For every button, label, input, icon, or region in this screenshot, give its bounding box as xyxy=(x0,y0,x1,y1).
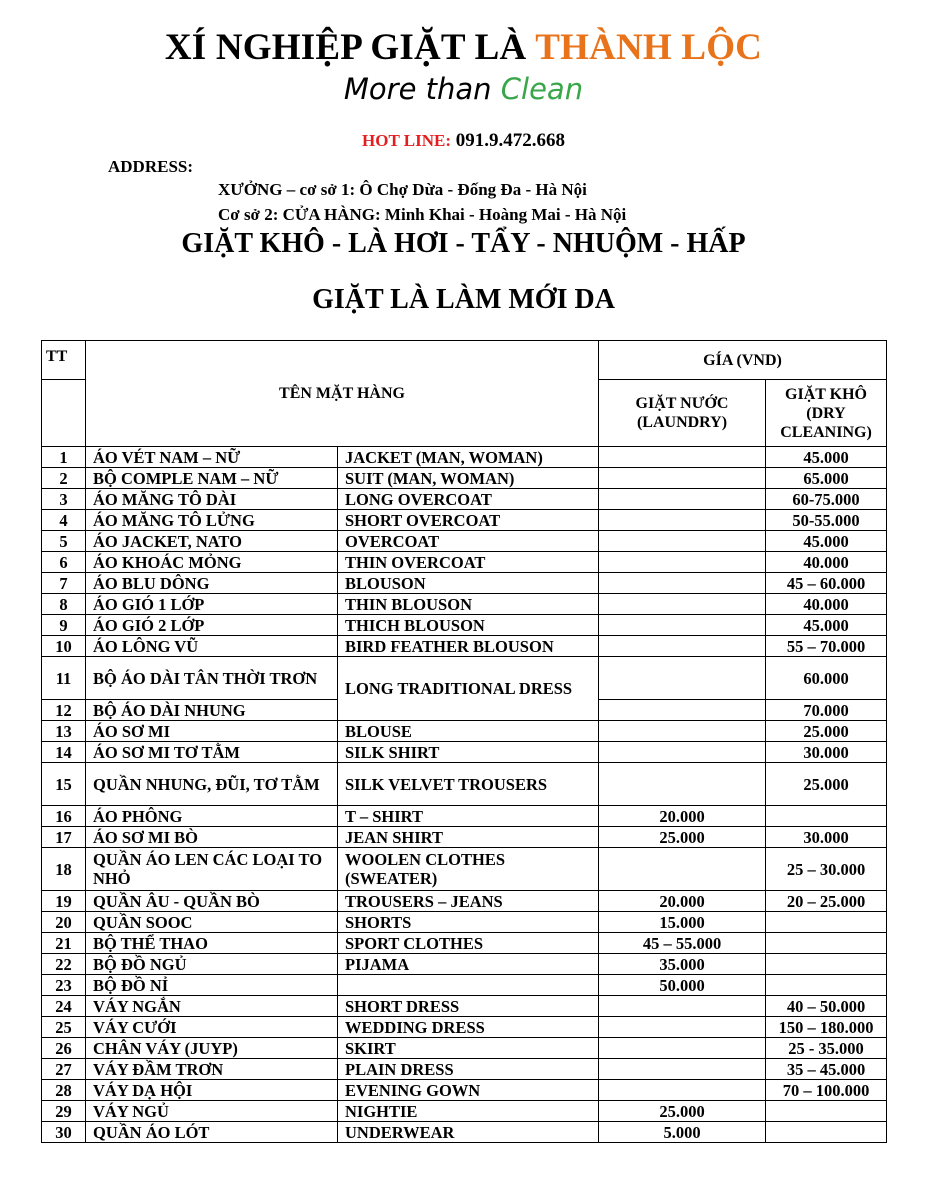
item-name-en: SPORT CLOTHES xyxy=(338,933,599,954)
item-name-vn: BỘ THỂ THAO xyxy=(86,933,338,954)
item-name-vn: BỘ ÁO DÀI NHUNG xyxy=(86,700,338,721)
item-name-en: SKIRT xyxy=(338,1038,599,1059)
price-dry xyxy=(766,1101,887,1122)
table-row xyxy=(42,848,887,891)
header-tt xyxy=(42,341,86,380)
table-row xyxy=(42,1059,887,1080)
table-row xyxy=(42,1122,887,1143)
price-laundry: 20.000 xyxy=(599,891,766,912)
item-name-en: SILK SHIRT xyxy=(338,742,599,763)
item-name-vn: BỘ ĐỒ NGỦ xyxy=(86,954,338,975)
table-row xyxy=(42,806,887,827)
price-laundry: 15.000 xyxy=(599,912,766,933)
address-label: ADDRESS: xyxy=(108,157,194,176)
price-dry: 30.000 xyxy=(766,742,887,763)
row-number: 18 xyxy=(42,848,86,891)
price-dry: 50-55.000 xyxy=(766,510,887,531)
row-number: 13 xyxy=(42,721,86,742)
price-laundry xyxy=(599,594,766,615)
row-number: 2 xyxy=(42,468,86,489)
price-laundry xyxy=(599,510,766,531)
price-dry: 70.000 xyxy=(766,700,887,721)
item-name-en: WEDDING DRESS xyxy=(338,1017,599,1038)
item-name-en: THIN OVERCOAT xyxy=(338,552,599,573)
item-name-en: T – SHIRT xyxy=(338,806,599,827)
table-row xyxy=(42,636,887,657)
item-name-en: BIRD FEATHER BLOUSON xyxy=(338,636,599,657)
price-laundry: 5.000 xyxy=(599,1122,766,1143)
price-dry: 150 – 180.000 xyxy=(766,1017,887,1038)
price-laundry xyxy=(599,1038,766,1059)
table-row xyxy=(42,489,887,510)
table-row xyxy=(42,1101,887,1122)
price-dry: 65.000 xyxy=(766,468,887,489)
price-dry xyxy=(766,933,887,954)
price-dry xyxy=(766,912,887,933)
header-dry-cleaning: GIẶT KHÔ (DRY CLEANING) xyxy=(766,380,887,447)
row-number: 5 xyxy=(42,531,86,552)
price-laundry xyxy=(599,489,766,510)
price-dry: 45.000 xyxy=(766,531,887,552)
item-name-vn: ÁO MĂNG TÔ LỬNG xyxy=(86,510,338,531)
price-laundry xyxy=(599,636,766,657)
table-row xyxy=(42,468,887,489)
item-name-vn: BỘ ÁO DÀI TÂN THỜI TRƠN xyxy=(86,657,338,700)
price-table xyxy=(41,340,887,1143)
row-number: 10 xyxy=(42,636,86,657)
services-heading: GIẶT KHÔ - LÀ HƠI - TẨY - NHUỘM - HẤP xyxy=(181,228,746,259)
row-number: 19 xyxy=(42,891,86,912)
hotline-number: 091.9.472.668 xyxy=(455,130,565,151)
table-row xyxy=(42,742,887,763)
item-name-en: EVENING GOWN xyxy=(338,1080,599,1101)
price-dry: 20 – 25.000 xyxy=(766,891,887,912)
price-laundry xyxy=(599,552,766,573)
item-name-vn: VÁY CƯỚI xyxy=(86,1017,338,1038)
price-dry xyxy=(766,954,887,975)
slogan xyxy=(0,72,927,106)
item-name-en: UNDERWEAR xyxy=(338,1122,599,1143)
item-name-en: SUIT (MAN, WOMAN) xyxy=(338,468,599,489)
item-name-en: BLOUSE xyxy=(338,721,599,742)
item-name-vn: ÁO GIÓ 2 LỚP xyxy=(86,615,338,636)
header-price: GÍA (VND) xyxy=(599,341,887,380)
price-laundry xyxy=(599,468,766,489)
price-dry xyxy=(766,806,887,827)
item-name-vn: VÁY ĐẦM TRƠN xyxy=(86,1059,338,1080)
price-laundry xyxy=(599,700,766,721)
price-laundry xyxy=(599,447,766,468)
item-name-vn: VÁY NGỦ xyxy=(86,1101,338,1122)
table-row xyxy=(42,573,887,594)
row-number: 27 xyxy=(42,1059,86,1080)
price-dry: 60.000 xyxy=(766,657,887,700)
item-name-vn: VÁY NGẮN xyxy=(86,996,338,1017)
item-name-en: PLAIN DRESS xyxy=(338,1059,599,1080)
price-laundry xyxy=(599,721,766,742)
item-name-vn: VÁY DẠ HỘI xyxy=(86,1080,338,1101)
table-row xyxy=(42,615,887,636)
price-dry: 60-75.000 xyxy=(766,489,887,510)
price-laundry: 50.000 xyxy=(599,975,766,996)
table-row xyxy=(42,975,887,996)
price-laundry: 25.000 xyxy=(599,1101,766,1122)
item-name-vn: QUẦN SOOC xyxy=(86,912,338,933)
row-number: 22 xyxy=(42,954,86,975)
item-name-en: BLOUSON xyxy=(338,573,599,594)
row-number: 12 xyxy=(42,700,86,721)
price-table-body xyxy=(42,447,887,1143)
price-laundry xyxy=(599,848,766,891)
slogan-text: More than xyxy=(343,72,492,106)
table-row xyxy=(42,552,887,573)
price-laundry: 35.000 xyxy=(599,954,766,975)
table-row xyxy=(42,933,887,954)
item-name-en: WOOLEN CLOTHES (SWEATER) xyxy=(338,848,599,891)
item-name-vn: ÁO BLU DÔNG xyxy=(86,573,338,594)
item-name-en: SILK VELVET TROUSERS xyxy=(338,763,599,806)
price-laundry xyxy=(599,1080,766,1101)
item-name-en: LONG OVERCOAT xyxy=(338,489,599,510)
item-name-en: NIGHTIE xyxy=(338,1101,599,1122)
row-number: 15 xyxy=(42,763,86,806)
header-tt-blank xyxy=(42,380,86,447)
price-dry: 55 – 70.000 xyxy=(766,636,887,657)
row-number: 1 xyxy=(42,447,86,468)
item-name-vn: QUẦN ÂU - QUẦN BÒ xyxy=(86,891,338,912)
table-row xyxy=(42,1038,887,1059)
price-dry: 40 – 50.000 xyxy=(766,996,887,1017)
price-laundry: 45 – 55.000 xyxy=(599,933,766,954)
price-dry xyxy=(766,975,887,996)
header-tt-label: TT xyxy=(46,348,68,365)
table-row xyxy=(42,1080,887,1101)
price-dry: 30.000 xyxy=(766,827,887,848)
header-item-name: TÊN MẶT HÀNG xyxy=(86,341,599,447)
table-row xyxy=(42,912,887,933)
price-laundry xyxy=(599,615,766,636)
row-number: 8 xyxy=(42,594,86,615)
price-laundry xyxy=(599,996,766,1017)
price-dry: 25 – 30.000 xyxy=(766,848,887,891)
row-number: 7 xyxy=(42,573,86,594)
price-dry: 25 - 35.000 xyxy=(766,1038,887,1059)
row-number: 25 xyxy=(42,1017,86,1038)
row-number: 11 xyxy=(42,657,86,700)
table-row xyxy=(42,510,887,531)
row-number: 16 xyxy=(42,806,86,827)
row-number: 24 xyxy=(42,996,86,1017)
item-name-en: TROUSERS – JEANS xyxy=(338,891,599,912)
price-dry xyxy=(766,1122,887,1143)
address-line-2: Cơ sở 2: CỬA HÀNG: Minh Khai - Hoàng Mai - Hà Nội xyxy=(218,205,627,224)
row-number: 14 xyxy=(42,742,86,763)
item-name-vn: ÁO LÔNG VŨ xyxy=(86,636,338,657)
row-number: 20 xyxy=(42,912,86,933)
table-row xyxy=(42,447,887,468)
item-name-vn: ÁO PHÔNG xyxy=(86,806,338,827)
table-row xyxy=(42,996,887,1017)
row-number: 28 xyxy=(42,1080,86,1101)
price-laundry xyxy=(599,657,766,700)
item-name-en: JACKET (MAN, WOMAN) xyxy=(338,447,599,468)
table-row xyxy=(42,721,887,742)
item-name-vn: ÁO KHOÁC MỎNG xyxy=(86,552,338,573)
item-name-vn: ÁO JACKET, NATO xyxy=(86,531,338,552)
table-row xyxy=(42,531,887,552)
item-name-en: SHORTS xyxy=(338,912,599,933)
price-dry: 40.000 xyxy=(766,552,887,573)
price-laundry xyxy=(599,742,766,763)
price-laundry xyxy=(599,763,766,806)
item-name-en xyxy=(338,975,599,996)
price-dry: 45.000 xyxy=(766,447,887,468)
price-laundry xyxy=(599,531,766,552)
item-name-vn: BỘ COMPLE NAM – NỮ xyxy=(86,468,338,489)
price-laundry xyxy=(599,1017,766,1038)
item-name-en: OVERCOAT xyxy=(338,531,599,552)
item-name-vn: QUẦN ÁO LEN CÁC LOẠI TO NHỎ xyxy=(86,848,338,891)
item-name-en: THIN BLOUSON xyxy=(338,594,599,615)
price-dry: 40.000 xyxy=(766,594,887,615)
hotline-label: HOT LINE: xyxy=(362,131,451,150)
table-row xyxy=(42,763,887,806)
slogan-accent: Clean xyxy=(500,72,584,106)
item-name-vn: ÁO GIÓ 1 LỚP xyxy=(86,594,338,615)
row-number: 23 xyxy=(42,975,86,996)
price-laundry xyxy=(599,1059,766,1080)
item-name-vn: QUẦN ÁO LÓT xyxy=(86,1122,338,1143)
item-name-vn: ÁO VÉT NAM – NỮ xyxy=(86,447,338,468)
subtitle-heading: GIẶT LÀ LÀM MỚI DA xyxy=(312,284,615,315)
address-line-1: XƯỞNG – cơ sở 1: Ô Chợ Dừa - Đống Đa - Hà Nội xyxy=(218,180,587,199)
item-name-vn: QUẦN NHUNG, ĐŨI, TƠ TẰM xyxy=(86,763,338,806)
price-dry: 70 – 100.000 xyxy=(766,1080,887,1101)
table-row xyxy=(42,891,887,912)
title-main: XÍ NGHIỆP GIẶT LÀ xyxy=(164,27,527,68)
table-row xyxy=(42,954,887,975)
price-dry: 25.000 xyxy=(766,721,887,742)
price-laundry xyxy=(599,573,766,594)
item-name-vn: ÁO SƠ MI BÒ xyxy=(86,827,338,848)
price-dry: 45.000 xyxy=(766,615,887,636)
title-accent: THÀNH LỘC xyxy=(535,27,763,68)
header-laundry: GIẶT NƯỚC (LAUNDRY) xyxy=(599,380,766,447)
item-name-en: THICH BLOUSON xyxy=(338,615,599,636)
price-dry: 35 – 45.000 xyxy=(766,1059,887,1080)
company-title xyxy=(0,26,927,69)
table-row xyxy=(42,594,887,615)
item-name-en: SHORT DRESS xyxy=(338,996,599,1017)
price-laundry: 20.000 xyxy=(599,806,766,827)
row-number: 6 xyxy=(42,552,86,573)
item-name-vn: CHÂN VÁY (JUYP) xyxy=(86,1038,338,1059)
item-name-vn: ÁO MĂNG TÔ DÀI xyxy=(86,489,338,510)
row-number: 3 xyxy=(42,489,86,510)
item-name-en: PIJAMA xyxy=(338,954,599,975)
row-number: 21 xyxy=(42,933,86,954)
row-number: 9 xyxy=(42,615,86,636)
price-dry: 25.000 xyxy=(766,763,887,806)
item-name-en: SHORT OVERCOAT xyxy=(338,510,599,531)
hotline xyxy=(0,130,927,152)
item-name-vn: BỘ ĐỒ NỈ xyxy=(86,975,338,996)
row-number: 4 xyxy=(42,510,86,531)
row-number: 30 xyxy=(42,1122,86,1143)
table-row xyxy=(42,657,887,700)
row-number: 17 xyxy=(42,827,86,848)
row-number: 26 xyxy=(42,1038,86,1059)
table-row xyxy=(42,827,887,848)
price-dry: 45 – 60.000 xyxy=(766,573,887,594)
item-name-vn: ÁO SƠ MI xyxy=(86,721,338,742)
table-row xyxy=(42,1017,887,1038)
item-name-en: JEAN SHIRT xyxy=(338,827,599,848)
item-name-vn: ÁO SƠ MI TƠ TẰM xyxy=(86,742,338,763)
item-name-en: LONG TRADITIONAL DRESS xyxy=(338,657,599,721)
price-laundry: 25.000 xyxy=(599,827,766,848)
row-number: 29 xyxy=(42,1101,86,1122)
